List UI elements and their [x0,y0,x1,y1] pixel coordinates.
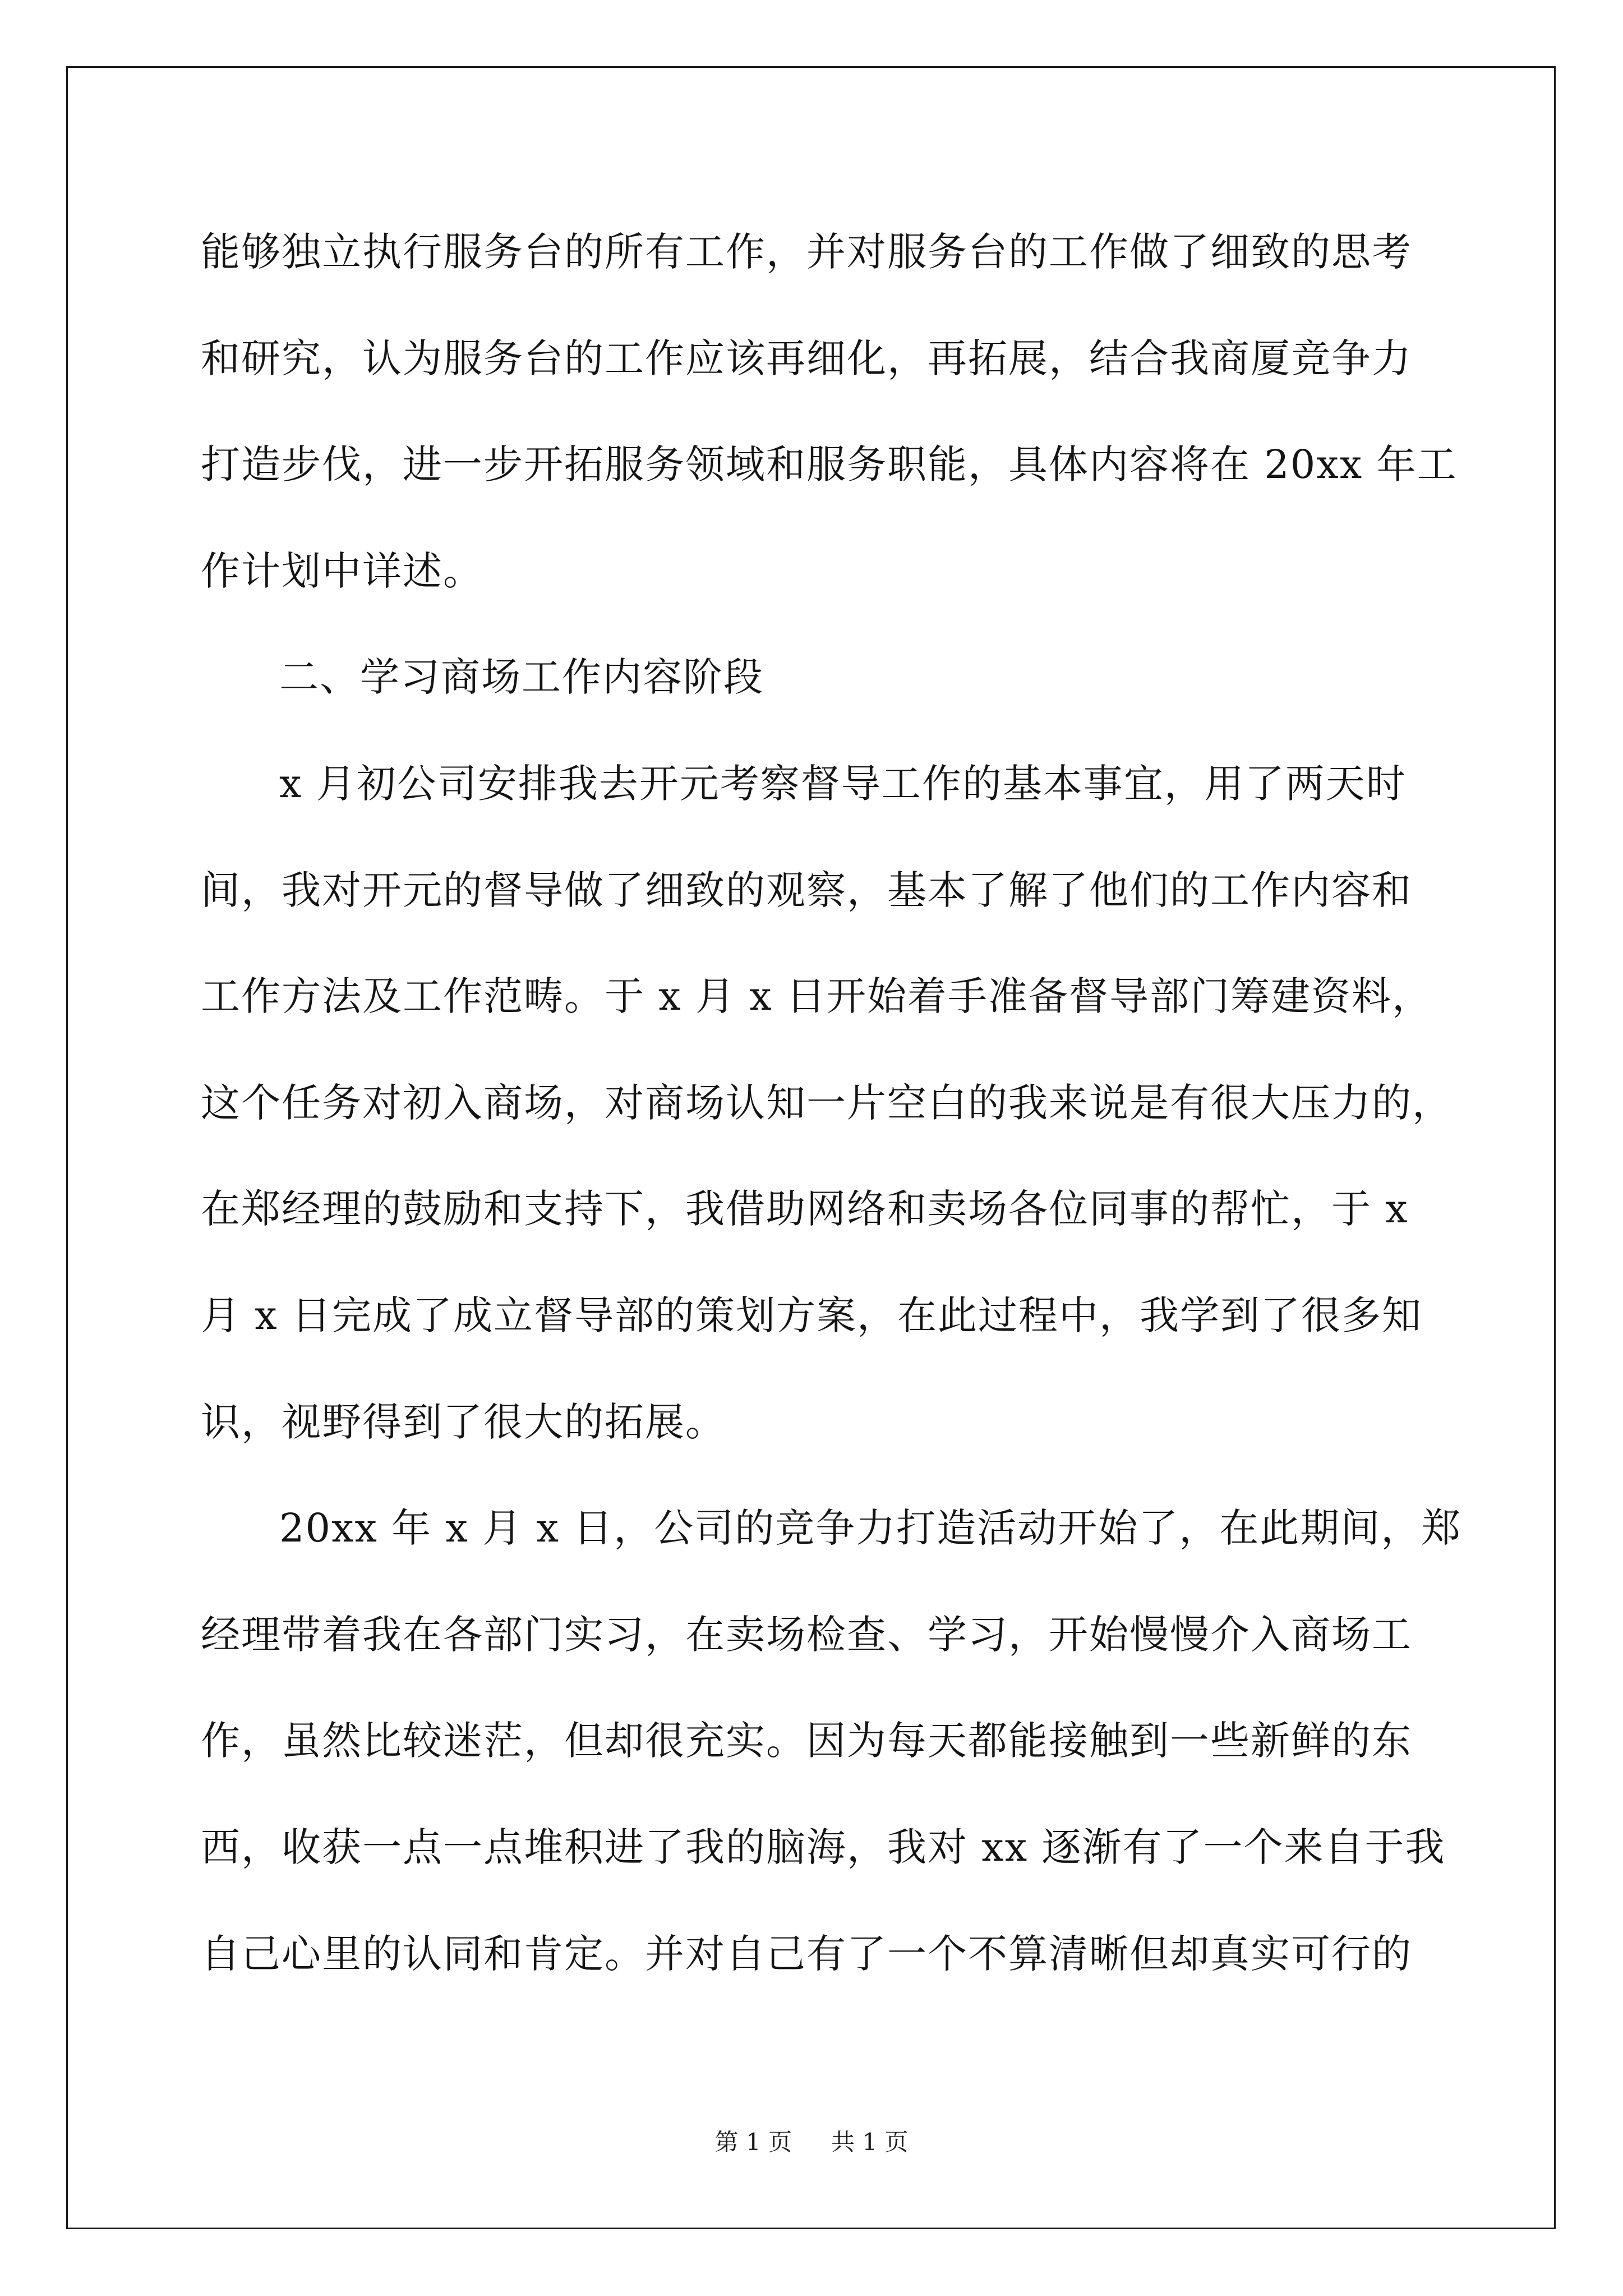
text-line: 作计划中详述。 [201,547,483,594]
text-line: 识，视野得到了很大的拓展。 [201,1398,726,1445]
text-line: 间，我对开元的督导做了细致的观察，基本了解了他们的工作内容和 [201,867,1412,913]
text-line: 在郑经理的鼓励和支持下，我借助网络和卖场各位同事的帮忙，于 x [201,1186,1409,1232]
document-body [201,199,1462,2007]
text-line: 20xx 年 x 月 x 日，公司的竞争力打造活动开始了，在此期间，郑 [279,1505,1462,1552]
text-line: 能够独立执行服务台的所有工作，并对服务台的工作做了细致的思考 [201,229,1412,275]
page-number: 第 1 页 [714,2128,792,2156]
page-footer [0,2125,1623,2159]
text-line: 工作方法及工作范畴。于 x 月 x 日开始着手准备督导部门筹建资料， [201,973,1432,1020]
text-line: 打造步伐，进一步开拓服务领域和服务职能，具体内容将在 20xx 年工 [201,441,1458,488]
text-line: 自己心里的认同和肯定。并对自己有了一个不算清晰但却真实可行的 [201,1930,1412,1977]
text-line: 月 x 日完成了成立督导部的策划方案，在此过程中，我学到了很多知 [201,1292,1422,1338]
text-line: 和研究，认为服务台的工作应该再细化，再拓展，结合我商厦竞争力 [201,335,1412,381]
text-line: 作，虽然比较迷茫，但却很充实。因为每天都能接触到一些新鲜的东 [201,1718,1412,1764]
text-line: 经理带着我在各部门实习，在卖场检查、学习，开始慢慢介入商场工 [201,1611,1412,1658]
page-total: 共 1 页 [831,2128,909,2156]
text-line: x 月初公司安排我去开元考察督导工作的基本事宜，用了两天时 [279,760,1407,807]
section-heading: 二、学习商场工作内容阶段 [279,654,764,701]
text-line: 西，收获一点一点堆积进了我的脑海，我对 xx 逐渐有了一个来自于我 [201,1824,1446,1870]
text-line: 这个任务对初入商场，对商场认知一片空白的我来说是有很大压力的， [201,1079,1453,1126]
